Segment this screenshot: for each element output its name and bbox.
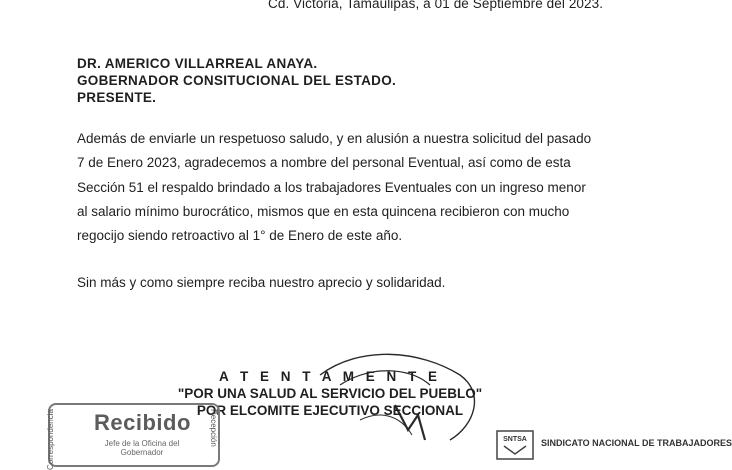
recibido-stamp — [46, 403, 220, 470]
stamp-side-label: Recepción — [209, 409, 218, 447]
union-logo-text: SNTSA — [503, 436, 527, 443]
dateline: Cd. Victoria, Tamaulipas, a 01 de Septiembre del 2023. — [268, 0, 604, 11]
signature-committee: POR ELCOMITE EJECUTIVO SECCIONAL — [196, 403, 464, 418]
body-line: regocijo siendo retroactivo al 1° de Enero de este año. — [77, 228, 403, 244]
addressee-greeting: PRESENTE. — [77, 90, 157, 105]
body-line: al salario mínimo burocrático, mismos que en esta quincena recibieron con mucho — [77, 203, 570, 219]
stamp-office: Jefe de la Oficina del Gobernador — [104, 439, 180, 457]
addressee-name: DR. AMERICO VILLARREAL ANAYA. — [77, 56, 318, 71]
body-paragraph — [77, 127, 611, 248]
union-logo-icon — [496, 430, 534, 460]
addressee-position: GOBERNADOR CONSITUCIONAL DEL ESTADO. — [77, 73, 397, 88]
signature-motto: "POR UNA SALUD AL SERVICIO DEL PUEBLO" — [177, 386, 483, 401]
stamp-side-label: Correspondencia — [46, 409, 55, 470]
body-line: 7 de Enero 2023, agradecemos a nombre del personal Eventual, así como de esta — [77, 155, 571, 171]
signature-atentamente: A T E N T A M E N T E — [219, 369, 441, 384]
addressee-block — [77, 55, 396, 106]
closing-line: Sin más y como siempre reciba nuestro aprecio y solidaridad. — [77, 275, 446, 290]
stamp-title: Recibido — [94, 410, 191, 435]
body-line: Además de enviarle un respetuoso saludo, y en alusión a nuestra solicitud del pasado — [77, 131, 592, 146]
union-name: SINDICATO NACIONAL DE TRABAJADORES — [541, 438, 732, 448]
body-line: Sección 51 el respaldo brindado a los trabajadores Eventuales con un ingreso menor — [77, 179, 586, 195]
